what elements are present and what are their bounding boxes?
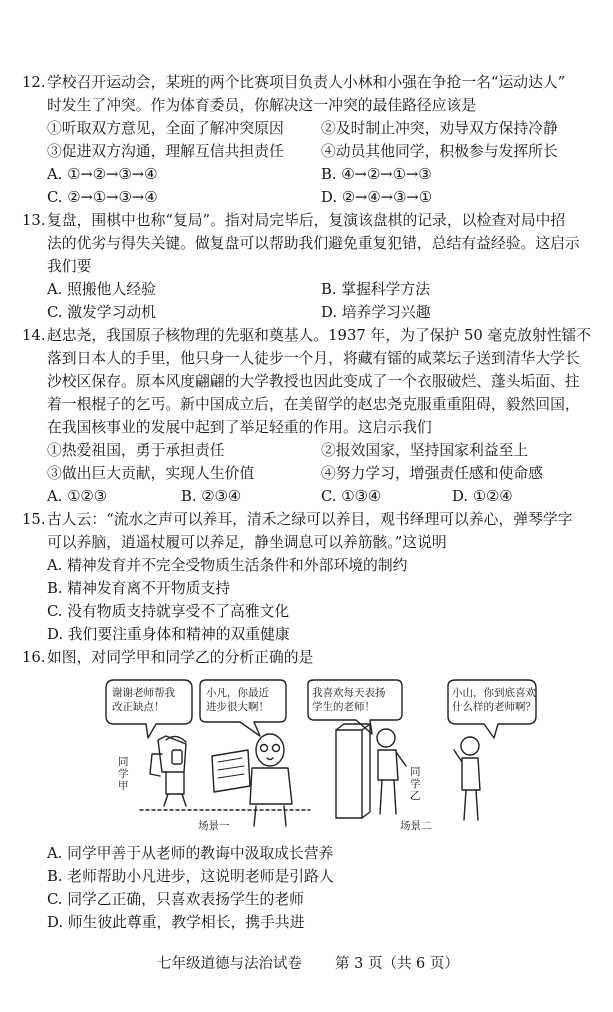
option-a: A. ①→②→③→④ xyxy=(47,166,158,183)
statement-item: ①听取双方意见，全面了解冲突原因 xyxy=(47,120,284,137)
option-a: A. ①②③ xyxy=(47,488,107,505)
option-c: C. 没有物质支持就享受不了高雅文化 xyxy=(47,603,290,620)
bubble-text-student-c xyxy=(452,686,536,714)
question-stem-line: 学校召开运动会，某班的两个比赛项目负责人小林和小强在争抢一名“运动达人” xyxy=(47,74,566,91)
footer-title: 七年级道德与法治试卷 xyxy=(157,956,302,972)
option-d: D. ①②④ xyxy=(452,488,513,505)
bubble-text-teacher xyxy=(206,686,269,714)
question-stem-line: 赵忠尧，我国原子核物理的先驱和奠基人。1937 年，为了保护 50 毫克放射性镭不 xyxy=(47,327,592,344)
student-c-figure xyxy=(454,737,480,820)
scene2-caption: 场景二 xyxy=(400,820,432,832)
bubble-line: 学生的老师！ xyxy=(312,701,375,713)
bubble-line: 改正缺点！ xyxy=(112,701,165,713)
question-stem-line: 我们要 xyxy=(47,258,92,275)
option-b: B. ④→②→①→③ xyxy=(321,166,432,183)
statement-item: ①热爱祖国，勇于承担责任 xyxy=(47,442,225,459)
option-d: D. ②→④→③→① xyxy=(321,189,432,206)
bubble-line: 什么样的老师啊？ xyxy=(452,701,536,713)
teacher-figure xyxy=(250,734,292,826)
statement-item: ②报效国家，坚持国家利益至上 xyxy=(321,442,529,459)
question-stem-line: 法的优劣与得失关键。做复盘可以帮助我们避免重复犯错，总结有益经验。这启示 xyxy=(47,235,580,252)
footer-page-number: 第 3 页（共 6 页） xyxy=(335,956,459,972)
option-a: A. 同学甲善于从老师的教诲中汲取成长营养 xyxy=(47,845,334,862)
statement-item: ④努力学习，增强责任感和使命感 xyxy=(321,465,543,482)
option-c: C. 同学乙正确，只喜欢表扬学生的老师 xyxy=(47,891,304,908)
question-number: 14. xyxy=(22,327,46,344)
bubble-line: 进步很大啊！ xyxy=(206,701,269,713)
option-d: D. 培养学习兴趣 xyxy=(321,304,431,321)
option-c: C. 激发学习动机 xyxy=(47,304,156,321)
statement-item: ③做出巨大贡献，实现人生价值 xyxy=(47,465,255,482)
bubble-line: 我喜欢每天表扬 xyxy=(312,687,386,699)
question-number: 13. xyxy=(22,212,46,229)
bubble-line: 小凡，你最近 xyxy=(206,687,269,699)
bubble-line: 小山，你到底喜欢 xyxy=(452,687,536,699)
student-b-figure xyxy=(377,729,406,814)
newspaper-illustration xyxy=(212,750,250,792)
question-stem-line: 如图，对同学甲和同学乙的分析正确的是 xyxy=(47,649,314,666)
question-number: 16. xyxy=(22,649,46,666)
option-a: A. 精神发育并不完全受物质生活条件和外部环境的制约 xyxy=(47,557,408,574)
question-stem-line: 可以养脑，逍遥杖履可以养足，静坐调息可以养筋骸。”这说明 xyxy=(47,534,447,551)
bubble-text-student-b xyxy=(312,686,386,714)
question-stem-line: 在我国核事业的发展中起到了举足轻重的作用。这启示我们 xyxy=(47,419,432,436)
question-stem-line: 古人云：“流水之声可以养耳，清禾之绿可以养目，观书绎理可以养心，弹琴学字 xyxy=(47,511,573,528)
question-number: 15. xyxy=(22,511,46,528)
question-stem-line: 着一根棍子的乞丐。新中国成立后，在美留学的赵忠尧克服重重阻碍，毅然回国， xyxy=(47,396,580,413)
bubble-line: 谢谢老师帮我 xyxy=(112,687,175,699)
option-b: B. 精神发育离不开物质支持 xyxy=(47,580,231,597)
statement-item: ④动员其他同学，积极参与发挥所长 xyxy=(321,143,558,160)
option-d: D. 师生彼此尊重，教学相长，携手共进 xyxy=(47,914,305,931)
option-b: B. 老师帮助小凡进步，这说明老师是引路人 xyxy=(47,868,334,885)
option-a: A. 照搬他人经验 xyxy=(47,281,156,298)
student-a-label: 同学甲 xyxy=(118,756,129,792)
option-d: D. 我们要注重身体和精神的双重健康 xyxy=(47,626,290,643)
statement-item: ②及时制止冲突，劝导双方保持冷静 xyxy=(321,120,558,137)
pillar-illustration xyxy=(336,730,362,818)
question-stem-line: 复盘，围棋中也称“复局”。指对局完毕后，复演该盘棋的记录，以检查对局中招 xyxy=(47,212,566,229)
student-b-label: 同学乙 xyxy=(410,766,421,802)
student-a-figure xyxy=(150,736,186,806)
scene1-caption: 场景一 xyxy=(198,820,230,832)
option-c: C. ②→①→③→④ xyxy=(47,189,158,206)
bubble-text-student-a xyxy=(112,686,175,714)
statement-item: ③促进双方沟通，理解互信共担责任 xyxy=(47,143,284,160)
option-c: C. ①③④ xyxy=(321,488,381,505)
option-b: B. ②③④ xyxy=(181,488,242,505)
question-stem-line: 落到日本人的手里，他只身一人徒步一个月，将藏有镭的咸菜坛子送到清华大学长 xyxy=(47,350,580,367)
option-b: B. 掌握科学方法 xyxy=(321,281,431,298)
question-stem-line: 时发生了冲突。作为体育委员，你解决这一冲突的最佳路径应该是 xyxy=(47,97,477,114)
question-number: 12. xyxy=(22,74,46,91)
question-stem-line: 沙校区保存。原本风度翩翩的大学教授也因此变成了一个衣服破烂、蓬头垢面、拄 xyxy=(47,373,580,390)
